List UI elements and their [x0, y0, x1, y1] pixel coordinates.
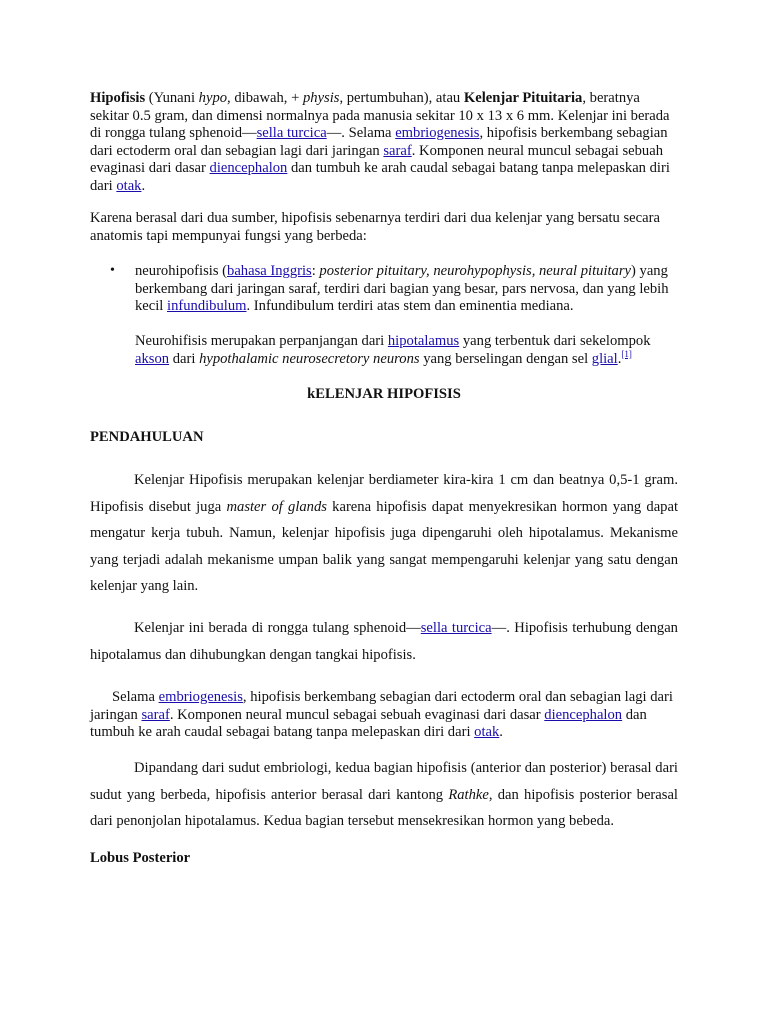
text-span: . Komponen neural muncul sebagai sebuah evaginasi dari dasar [90, 142, 663, 176]
text-span: . [617, 350, 622, 367]
reference-link[interactable]: [1] [621, 348, 632, 359]
heading-lobus-posterior: Lobus Posterior [90, 850, 191, 866]
text-span: , hipofisis berkembang sebagian dari ectoderm oral dan sebagian lagi dari jaringan [90, 125, 668, 159]
text-span: , dibawah, + [227, 90, 303, 106]
bullet-sub-paragraph [135, 333, 678, 368]
text-span: , pertumbuhan), atau [339, 90, 464, 106]
italic-physis: physis [302, 90, 340, 106]
link-diencephalon[interactable]: diencephalon [209, 160, 288, 176]
link-embriogenesis[interactable]: embriogenesis [395, 125, 480, 141]
bullet-marker: • [110, 263, 115, 278]
text-span: —. Selama [326, 125, 396, 141]
embriologi-paragraph [90, 755, 678, 835]
link-akson[interactable]: akson [135, 350, 170, 367]
text-span: —. Hipofisis terhubung dengan hipotalamus dan dihubungkan dengan tangkai hipofisis. [90, 620, 678, 663]
link-diencephalon[interactable]: diencephalon [544, 706, 623, 723]
text-span: . [141, 177, 146, 194]
italic-hypo: hypo [198, 90, 228, 106]
link-glial[interactable]: glial [591, 350, 618, 367]
link-saraf[interactable]: saraf [383, 142, 412, 159]
text-span: Dipandang dari sudut embriologi, kedua bagian hipofisis (anterior dan posterior) berasal dari sudut yang berbeda, hipofisis anterior berasal dari kantong [90, 760, 678, 803]
italic-rathke: Rathke [448, 786, 489, 803]
location-paragraph [90, 615, 678, 668]
link-otak[interactable]: otak [474, 724, 500, 740]
bullet-item-neurohipofisis [135, 263, 678, 316]
text-span: yang terbentuk dari sekelompok [459, 333, 651, 349]
text-span: neurohipofisis ( [135, 263, 228, 279]
text-span: , beratnya sekitar 0.5 gram, dan dimensi normalnya pada manusia sekitar 10 x 13 x 6 mm. Kelenjar ini berada di rongga tulang sphenoid— [90, 90, 670, 141]
sources-paragraph: Karena berasal dari dua sumber, hipofisis sebenarnya terdiri dari dua kelenjar yang bersatu secara anatomis tapi mempunyai fungsi yang berbeda: [90, 210, 660, 244]
text-span: , hipofisis berkembang sebagian dari ectoderm oral dan sebagian lagi dari jaringan [90, 689, 673, 723]
link-embriogenesis[interactable]: embriogenesis [158, 689, 243, 705]
term-hipofisis: Hipofisis [90, 90, 146, 106]
text-span: . [499, 724, 503, 740]
text-span: Selama [112, 689, 159, 705]
intro-paragraph [90, 90, 678, 195]
text-span: . Komponen neural muncul sebagai sebuah evaginasi dari dasar [169, 706, 545, 723]
italic-master-of-glands: master of glands [226, 498, 327, 515]
text-span: Kelenjar ini berada di rongga tulang sphenoid— [134, 620, 421, 636]
term-kelenjar-pituitaria: Kelenjar Pituitaria [463, 90, 583, 106]
page-title: kELENJAR HIPOFISIS [307, 386, 461, 402]
text-span: Kelenjar Hipofisis merupakan kelenjar berdiameter kira-kira 1 cm dan beatnya 0,5-1 gram. Hipofisis disebut juga [90, 472, 678, 515]
link-otak[interactable]: otak [116, 177, 142, 194]
italic-neurons: hypothalamic neurosecretory neurons [199, 350, 420, 367]
italic-terms: posterior pituitary, neurohypophysis, neural pituitary [319, 263, 632, 279]
text-span: dan tumbuh ke arah caudal sebagai batang tanpa melepaskan diri dari [90, 160, 670, 194]
embriogenesis-paragraph [90, 689, 678, 742]
text-span: : [311, 263, 320, 279]
text-span: (Yunani [145, 90, 199, 106]
text-span: karena hipofisis dapat menyekresikan hormon yang dapat mengatur kerja tubuh. Namun, kelenjar hipofisis juga dipengaruhi oleh hipotalamus. Mekanisme yang terjadi adalah mekanisme umpan balik yang sangat mempengaruhi kelenjar yang satu dengan kelenjar yang lain. [90, 498, 678, 594]
link-bahasa-inggris[interactable]: bahasa Inggris [227, 263, 312, 279]
link-sella-turcica[interactable]: sella turcica [256, 125, 327, 141]
pendahuluan-paragraph [90, 467, 678, 600]
text-span: dan tumbuh ke arah caudal sebagai batang tanpa melepaskan diri dari [90, 706, 647, 740]
text-span: . Infundibulum terdiri atas stem dan eminentia mediana. [246, 298, 574, 314]
text-span: yang berselingan dengan sel [419, 350, 592, 367]
bullet-list [90, 263, 678, 383]
text-span: , dan hipofisis posterior berasal dari penonjolan hipotalamus. Kedua bagian tersebut mensekresikan hormon yang bebeda. [90, 786, 678, 829]
link-sella-turcica[interactable]: sella turcica [420, 620, 492, 636]
text-span: ) yang berkembang dari jaringan saraf, terdiri dari bagian yang besar, pars nervosa, dan yang lebih kecil [135, 263, 669, 314]
link-infundibulum[interactable]: infundibulum [167, 298, 247, 314]
link-saraf[interactable]: saraf [141, 706, 170, 723]
text-span: dari [169, 350, 200, 367]
heading-pendahuluan: PENDAHULUAN [90, 429, 204, 445]
text-span: Neurohifisis merupakan perpanjangan dari [135, 333, 388, 349]
link-hipotalamus[interactable]: hipotalamus [387, 333, 460, 349]
